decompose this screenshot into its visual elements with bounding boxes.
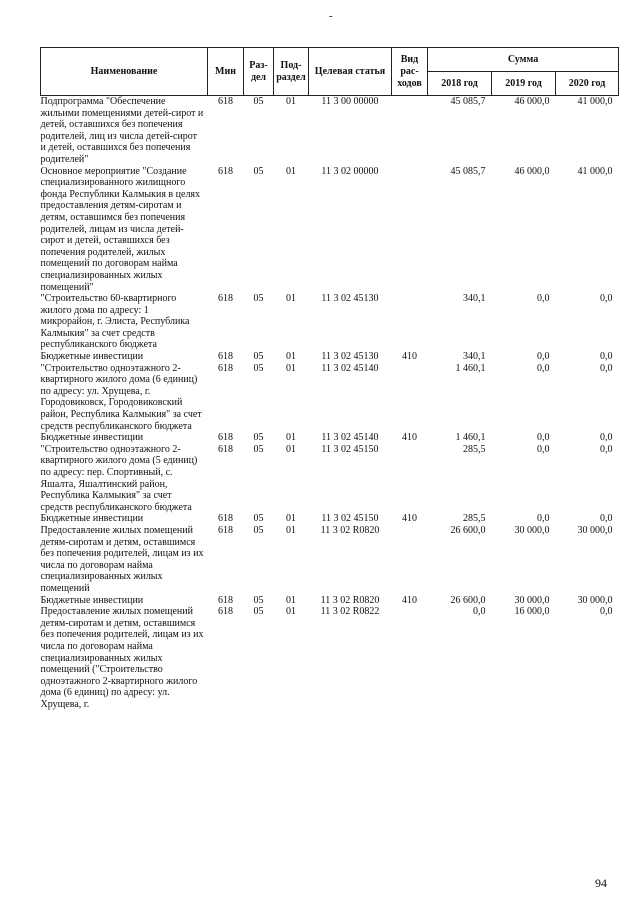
- table-header: [41, 48, 619, 96]
- cell-razdel: 05: [253, 351, 264, 363]
- cell-sum-2019: 0,0: [537, 443, 550, 455]
- table-row: [41, 363, 619, 433]
- cell-sum-2018: 45 085,7: [450, 96, 486, 107]
- cell-name: "Строительство 60-квартирного жилого дома по адресу: 1 микрорайон, г. Элиста, Республика Калмыкия" за счет средств республиканского бюджета: [40, 293, 190, 351]
- cell-sum-2020: 0,0: [600, 443, 613, 455]
- cell-sum-2020: 0,0: [600, 293, 613, 305]
- cell-sum-2020: 0,0: [600, 606, 613, 618]
- cell-vid: [392, 293, 428, 351]
- cell-sum-2018: 1 460,1: [455, 432, 486, 444]
- table-row: [41, 432, 619, 444]
- cell-vid: [392, 96, 428, 166]
- table-row: [41, 293, 619, 351]
- cell-target: 11 3 02 00000: [321, 165, 379, 177]
- cell-sum-2020: 41 000,0: [577, 165, 613, 177]
- cell-vid: [392, 525, 428, 595]
- cell-vid: [392, 166, 428, 294]
- cell-sum-2019: 46 000,0: [514, 165, 550, 177]
- cell-podrazdel: 01: [286, 594, 296, 606]
- cell-name: Бюджетные инвестиции: [40, 432, 144, 444]
- cell-sum-2020: 0,0: [600, 432, 613, 444]
- cell-min: 618: [218, 513, 233, 525]
- cell-podrazdel: 01: [286, 524, 296, 536]
- cell-sum-2019: 0,0: [537, 432, 550, 444]
- cell-target: 11 3 02 45150: [321, 443, 379, 455]
- cell-podrazdel: 01: [286, 362, 296, 374]
- table-row: [41, 166, 619, 294]
- cell-podrazdel: 01: [286, 293, 296, 305]
- cell-sum-2019: 30 000,0: [514, 594, 550, 606]
- cell-min: 618: [218, 293, 233, 305]
- cell-name: Подпрограмма "Обеспечение жильими помещениями детей-сирот и детей, оставшихся без попечения родителей, лиц из числа детей-сирот и детей, оставшихся без попечения родителей": [40, 96, 204, 165]
- cell-min: 618: [218, 443, 233, 455]
- cell-podrazdel: 01: [286, 606, 296, 618]
- cell-vid: 410: [402, 594, 417, 606]
- cell-name: "Строительство одноэтажного 2-квартирного жилого дома (6 единиц) по адресу: ул. Хрущева, г. Городовиковск, Городовиковский район, Республика Калмыкия" за счет средств республиканского бюджета: [40, 362, 202, 432]
- cell-sum-2019: 0,0: [537, 513, 550, 525]
- cell-sum-2020: 0,0: [600, 362, 613, 374]
- cell-sum-2020: 30 000,0: [577, 524, 613, 536]
- page-mark: -: [329, 10, 333, 22]
- header-vid: Вид рас-ходов: [392, 48, 428, 96]
- table-row: [41, 96, 619, 166]
- cell-sum-2018: 26 600,0: [450, 594, 486, 606]
- cell-vid: 410: [402, 351, 417, 363]
- cell-podrazdel: 01: [286, 351, 296, 363]
- cell-name: Предоставление жилых помещений детям-сиротам и детям, оставшимся без попечения родителей, лицам из их числа по договорам найма специализированных жилых помещений: [40, 524, 204, 594]
- cell-razdel: 05: [253, 513, 264, 525]
- cell-min: 618: [218, 351, 233, 363]
- table-row: [41, 595, 619, 607]
- cell-sum-2020: 0,0: [600, 513, 613, 525]
- cell-razdel: 05: [253, 443, 264, 455]
- cell-sum-2018: 340,1: [463, 351, 486, 363]
- table-row: [41, 351, 619, 363]
- cell-vid: [392, 444, 428, 514]
- cell-sum-2018: 0,0: [473, 606, 486, 618]
- cell-sum-2019: 30 000,0: [514, 524, 550, 536]
- cell-vid: [392, 606, 428, 710]
- header-2020: 2020 год: [556, 72, 619, 96]
- cell-sum-2018: 45 085,7: [450, 165, 486, 177]
- header-min: Мин: [208, 48, 244, 96]
- header-name: Наименование: [41, 48, 208, 96]
- cell-razdel: 05: [253, 293, 264, 305]
- table-row: [41, 606, 619, 710]
- header-2018: 2018 год: [428, 72, 492, 96]
- cell-sum-2018: 285,5: [463, 513, 486, 525]
- cell-podrazdel: 01: [286, 165, 296, 177]
- cell-min: 618: [218, 524, 233, 536]
- header-razdel: Раз-дел: [244, 48, 274, 96]
- cell-vid: [392, 363, 428, 433]
- cell-razdel: 05: [253, 432, 264, 444]
- table-body: [41, 96, 619, 711]
- cell-target: 11 3 02 45140: [321, 432, 379, 444]
- page-number: 94: [595, 876, 607, 890]
- cell-name: "Строительство одноэтажного 2-квартирного жилого дома (5 единиц) по адресу: пер. Спортивный, с. Яшалта, Яшалтинский район, Республика Калмыкия" за счет средств республиканского бюджета: [40, 443, 198, 513]
- cell-sum-2018: 340,1: [463, 293, 486, 305]
- cell-razdel: 05: [253, 362, 264, 374]
- header-sum: Сумма: [428, 48, 619, 72]
- cell-razdel: 05: [253, 165, 264, 177]
- cell-name: Основное мероприятие "Создание специализированного жилищного фонда Республики Калмыкия в целях предоставления детям-сиротам и детям, оставшимся без попечения родителей, лицам из числа детей-сирот и детей, оставшихся без попечения родителей, жилых помещений по договорам найма специализированных жилых помещений": [40, 165, 201, 293]
- cell-min: 618: [218, 165, 233, 177]
- cell-name: Предоставление жилых помещений детям-сиротам и детям, оставшимся без попечения родителей, лицам из их числа по договорам найма специализированных жилых помещений ("Строительство одноэтажного 2-квартирного жилого дома (6 единиц) по адресу: ул. Хрущева, г.: [40, 606, 204, 710]
- cell-razdel: 05: [253, 524, 264, 536]
- cell-podrazdel: 01: [286, 432, 296, 444]
- cell-sum-2020: 41 000,0: [577, 96, 613, 107]
- cell-razdel: 05: [253, 96, 264, 107]
- cell-target: 11 3 02 R0820: [320, 524, 380, 536]
- cell-name: Бюджетные инвестиции: [40, 513, 144, 525]
- header-target: Целевая статья: [309, 48, 392, 96]
- cell-min: 618: [218, 362, 233, 374]
- cell-target: 11 3 00 00000: [321, 96, 379, 107]
- cell-sum-2020: 0,0: [600, 351, 613, 363]
- cell-sum-2019: 0,0: [537, 362, 550, 374]
- cell-target: 11 3 02 R0820: [320, 594, 380, 606]
- cell-sum-2018: 1 460,1: [455, 362, 486, 374]
- cell-name: Бюджетные инвестиции: [40, 594, 144, 606]
- cell-target: 11 3 02 45130: [321, 351, 379, 363]
- cell-razdel: 05: [253, 606, 264, 618]
- cell-podrazdel: 01: [286, 96, 296, 107]
- cell-sum-2019: 16 000,0: [514, 606, 550, 618]
- table-row: [41, 444, 619, 514]
- cell-min: 618: [218, 432, 233, 444]
- cell-razdel: 05: [253, 594, 264, 606]
- cell-min: 618: [218, 594, 233, 606]
- cell-podrazdel: 01: [286, 443, 296, 455]
- cell-min: 618: [218, 606, 233, 618]
- cell-sum-2019: 0,0: [537, 351, 550, 363]
- header-podrazdel: Под-раздел: [274, 48, 309, 96]
- header-2019: 2019 год: [492, 72, 556, 96]
- cell-sum-2019: 0,0: [537, 293, 550, 305]
- table-row: [41, 525, 619, 595]
- cell-sum-2018: 285,5: [463, 443, 486, 455]
- cell-vid: 410: [402, 432, 417, 444]
- cell-sum-2019: 46 000,0: [514, 96, 550, 107]
- cell-target: 11 3 02 45140: [321, 362, 379, 374]
- cell-vid: 410: [402, 513, 417, 525]
- cell-target: 11 3 02 45130: [321, 293, 379, 305]
- budget-table: [40, 47, 619, 710]
- cell-target: 11 3 02 R0822: [320, 606, 380, 618]
- table-row: [41, 513, 619, 525]
- cell-sum-2020: 30 000,0: [577, 594, 613, 606]
- cell-sum-2018: 26 600,0: [450, 524, 486, 536]
- cell-podrazdel: 01: [286, 513, 296, 525]
- cell-name: Бюджетные инвестиции: [40, 351, 144, 363]
- cell-min: 618: [218, 96, 233, 107]
- cell-target: 11 3 02 45150: [321, 513, 379, 525]
